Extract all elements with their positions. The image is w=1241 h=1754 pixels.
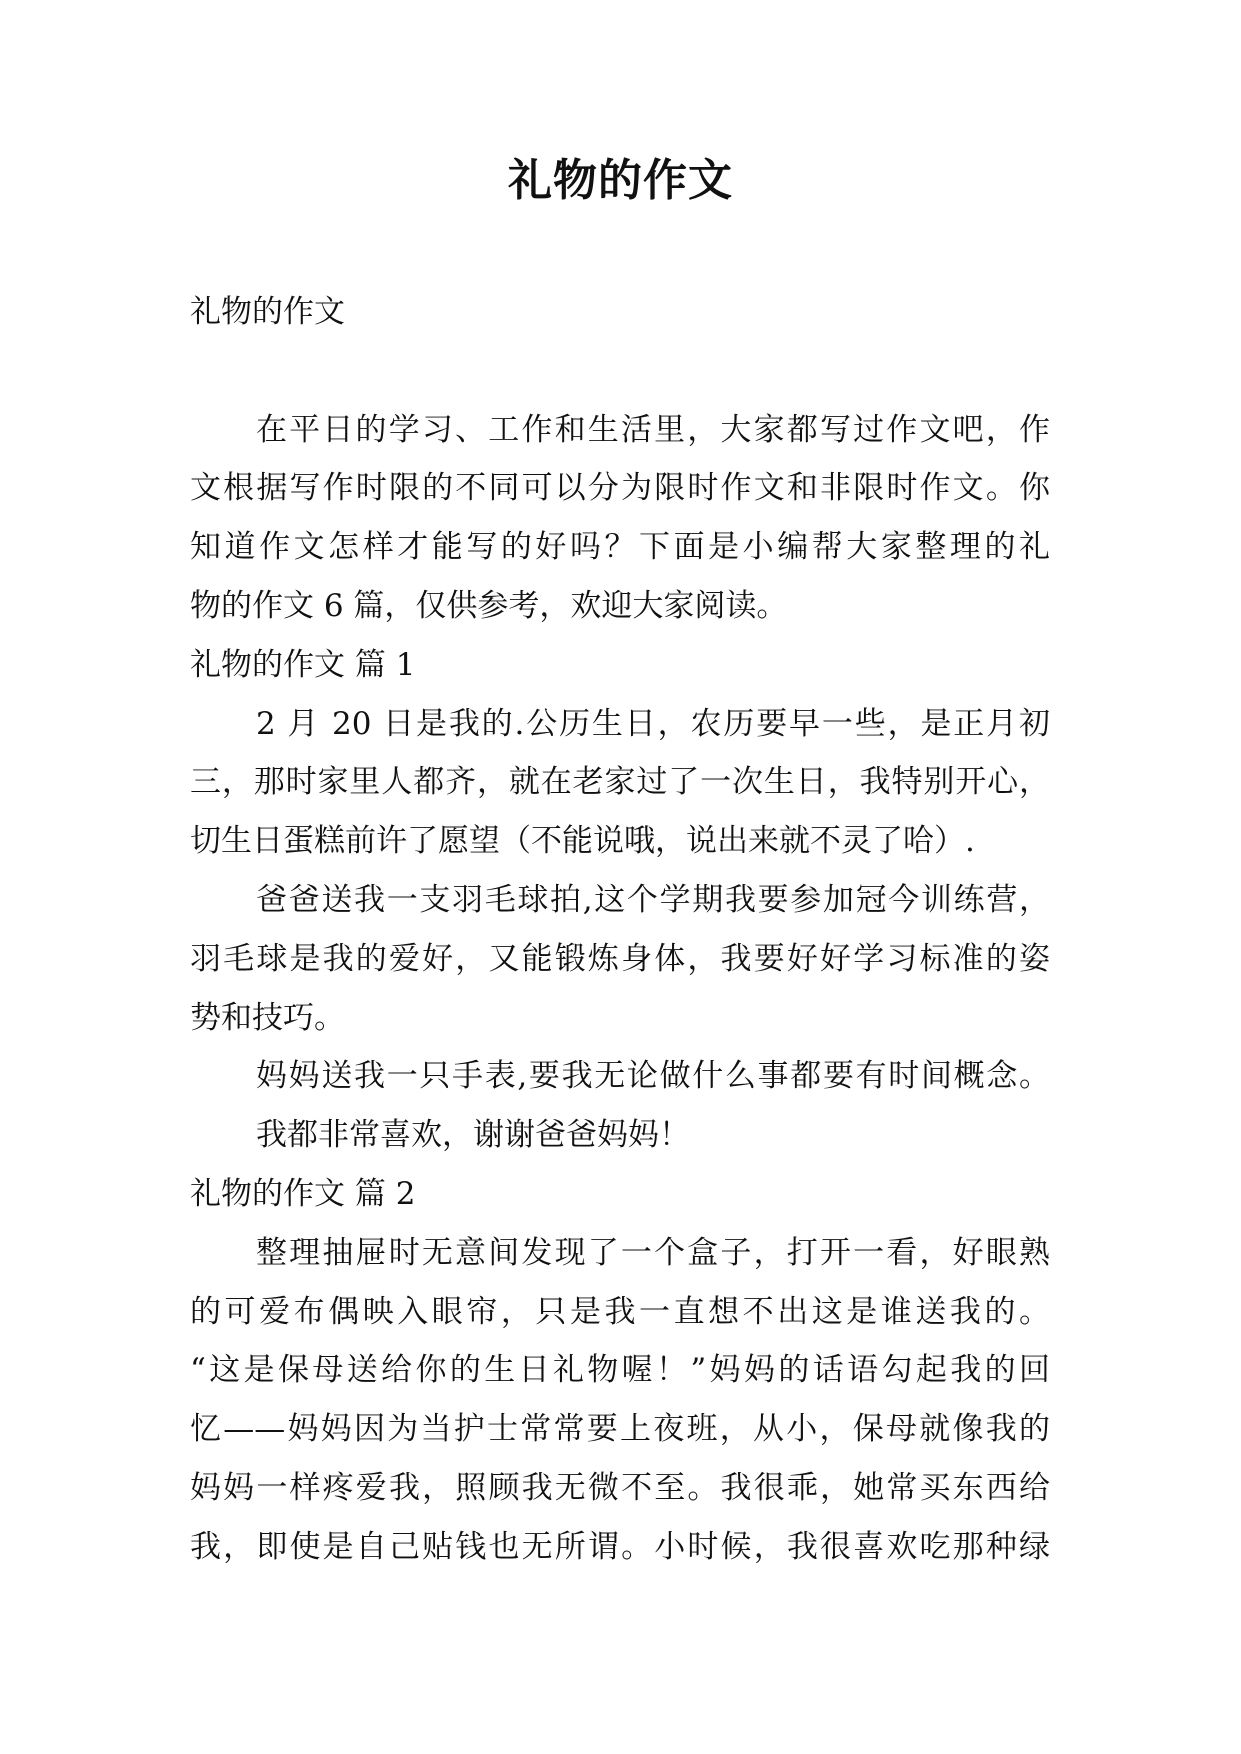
blank-line: [190, 342, 1050, 401]
paragraph-line: 三，那时家里人都齐，就在老家过了一次生日，我特别开心，: [190, 764, 1050, 801]
document-subtitle: 礼物的作文: [190, 294, 345, 330]
paragraph-line: “这是保母送给你的生日礼物喔！”妈妈的话语勾起我的回: [190, 1352, 1050, 1389]
paragraph-line: 2 月 20 日是我的.公历生日，农历要早一些，是正月初: [256, 705, 1050, 742]
paragraph-line: 的可爱布偶映入眼帘，只是我一直想不出这是谁送我的。: [190, 1293, 1050, 1330]
section-heading: 礼物的作文 篇 2: [190, 1175, 416, 1212]
paragraph-line: 忆——妈妈因为当护士常常要上夜班，从小，保母就像我的: [190, 1411, 1050, 1448]
document-body: [190, 283, 1050, 1577]
paragraph-line: 物的作文 6 篇，仅供参考，欢迎大家阅读。: [190, 587, 788, 624]
paragraph-line: 妈妈一样疼爱我，照顾我无微不至。我很乖，她常买东西给: [190, 1469, 1050, 1506]
section-1: [190, 636, 1050, 1165]
paragraph-line: 我都非常喜欢，谢谢爸爸妈妈！: [256, 1117, 690, 1154]
paragraph-line: 我，即使是自己贴钱也无所谓。小时候，我很喜欢吃那种绿: [190, 1528, 1050, 1565]
paragraph-line: 文根据写作时限的不同可以分为限时作文和非限时作文。你: [190, 470, 1050, 507]
paragraph-line: 整理抽屉时无意间发现了一个盒子，打开一看，好眼熟: [256, 1234, 1050, 1271]
paragraph: [190, 695, 1050, 871]
paragraph: [190, 1106, 1050, 1165]
paragraph-line: 在平日的学习、工作和生活里，大家都写过作文吧，作: [256, 411, 1050, 448]
section-2: [190, 1165, 1050, 1577]
document-title: 礼物的作文: [508, 155, 733, 206]
paragraph-line: 妈妈送我一只手表,要我无论做什么事都要有时间概念。: [256, 1058, 1050, 1095]
paragraph-line: 切生日蛋糕前许了愿望（不能说哦，说出来就不灵了哈）.: [190, 823, 975, 860]
paragraph: [190, 871, 1050, 1047]
paragraph-line: 爸爸送我一支羽毛球拍,这个学期我要参加冠今训练营，: [256, 881, 1050, 918]
paragraph-line: 羽毛球是我的爱好，又能锻炼身体，我要好好学习标准的姿: [190, 940, 1050, 977]
section-heading: 礼物的作文 篇 1: [190, 646, 416, 683]
paragraph-line: 知道作文怎样才能写的好吗？下面是小编帮大家整理的礼: [190, 529, 1050, 566]
paragraph: [190, 1047, 1050, 1106]
paragraph: [190, 1224, 1050, 1577]
paragraph-line: 势和技巧。: [190, 999, 345, 1036]
intro-paragraph: [190, 401, 1050, 636]
